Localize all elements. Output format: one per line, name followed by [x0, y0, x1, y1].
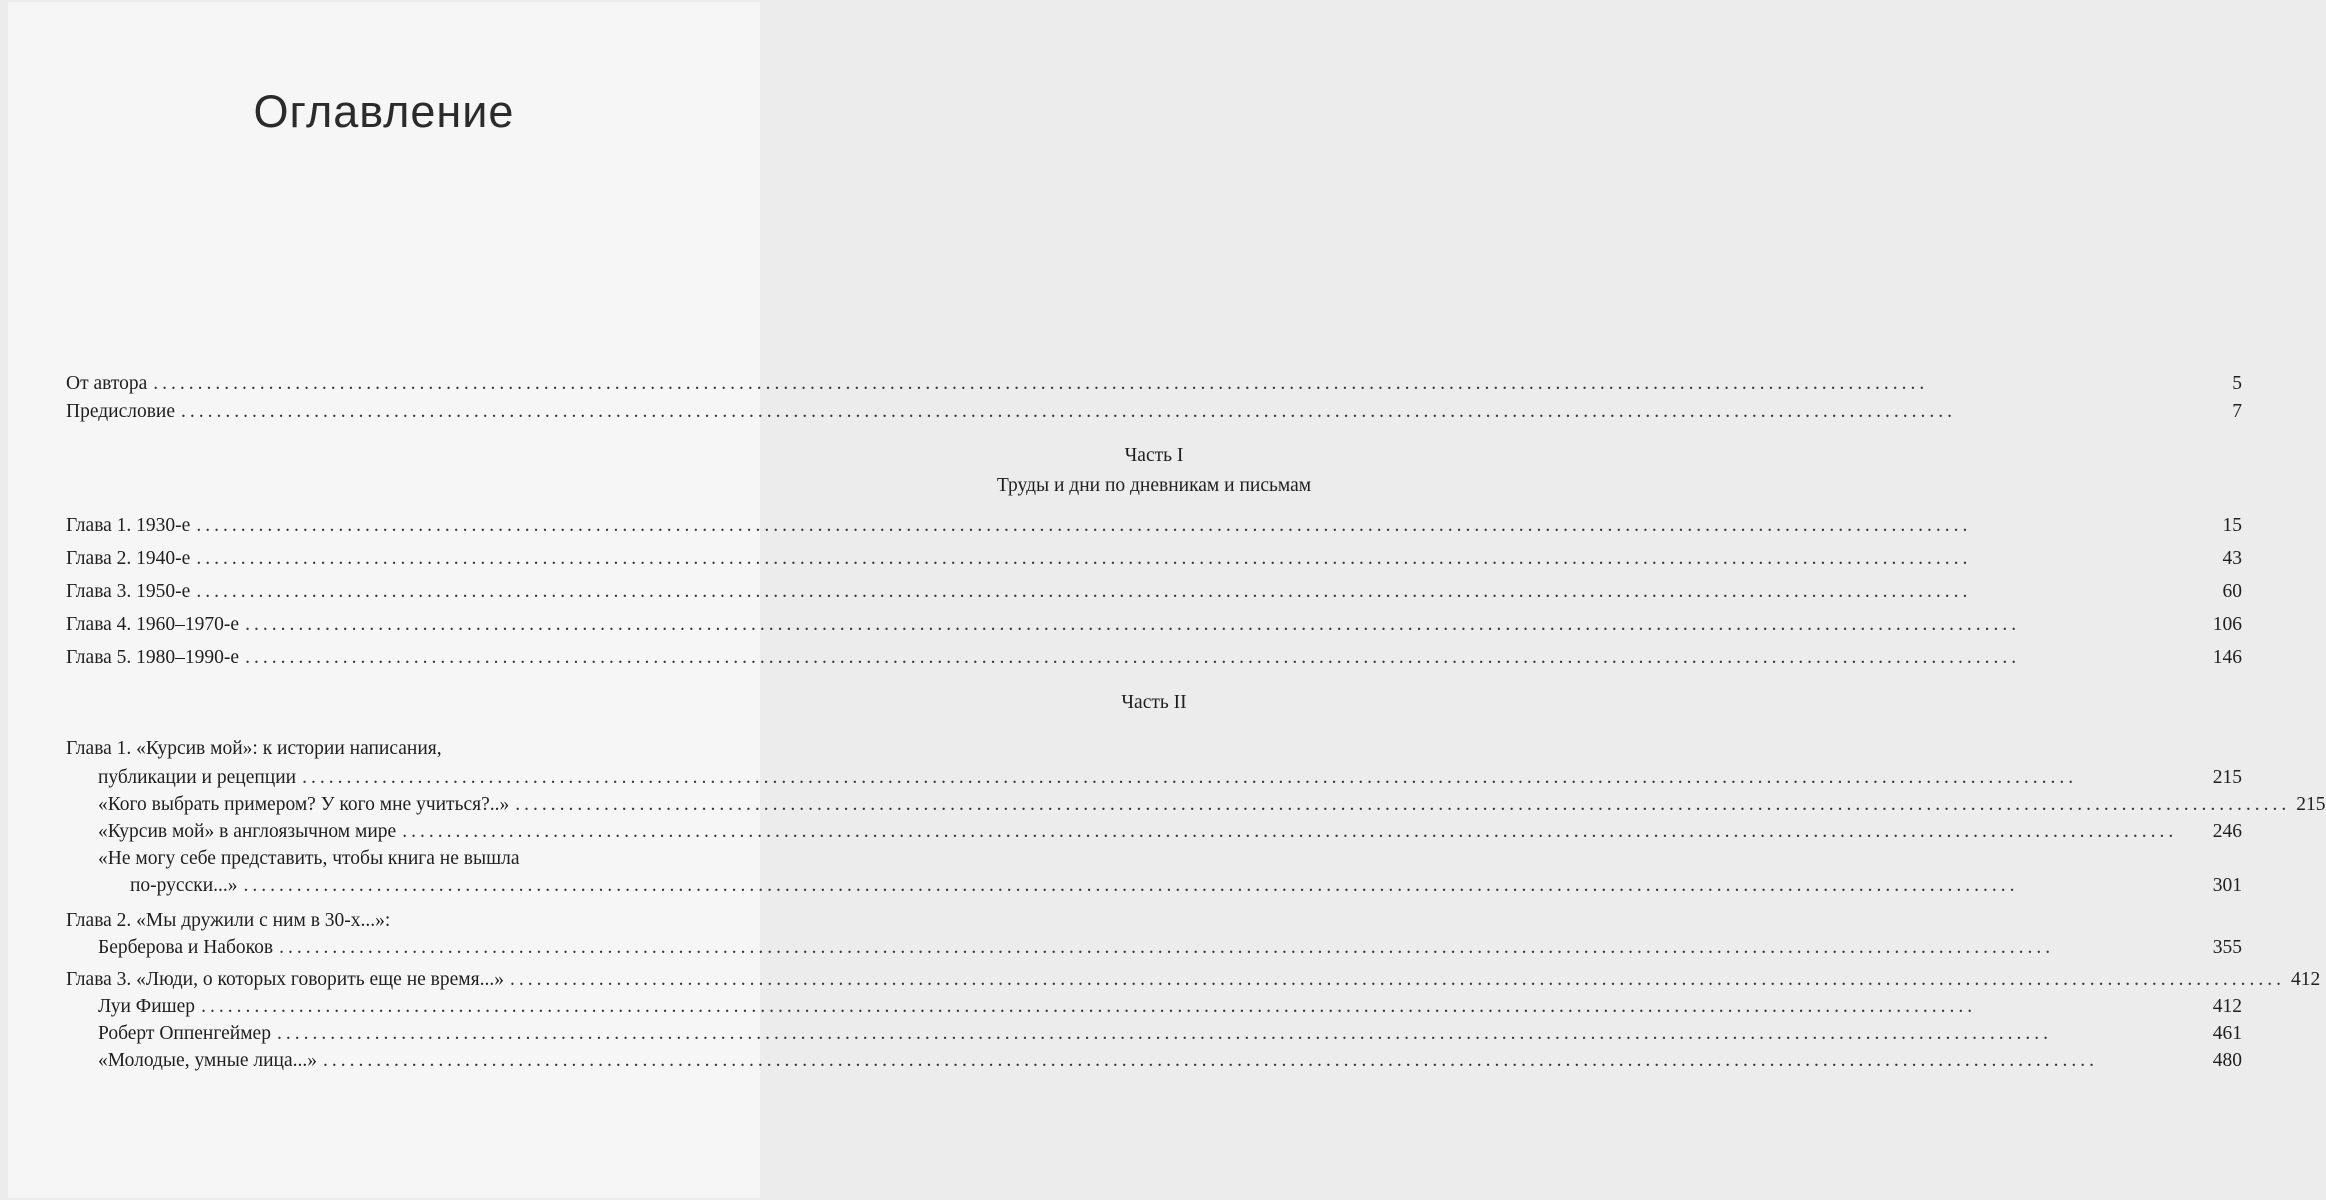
toc-entry-page: 5	[2232, 373, 2242, 394]
part-1-subtitle: Труды и дни по дневникам и письмам	[996, 475, 1312, 496]
leader-dots: ........................................................................................................................................................................................................	[196, 548, 1972, 569]
toc-entry-label: От автора	[66, 373, 148, 394]
toc-entry-part2-chapter-2[interactable]	[98, 935, 2242, 961]
toc-entry-page: 355	[2212, 937, 2242, 958]
toc-entry-part2-ch3-section-2[interactable]	[98, 1021, 2242, 1047]
toc-entry-page: 146	[2212, 647, 2242, 668]
toc-entry-part2-ch3-section-1[interactable]	[98, 994, 2242, 1020]
toc-entry-preface[interactable]	[66, 399, 2242, 425]
toc-entry-label: «Молодые, умные лица...»	[98, 1050, 317, 1071]
toc-entry-page: 412	[2290, 969, 2321, 990]
toc-entry-part2-ch1-section-3[interactable]	[130, 873, 2242, 899]
toc-entry-from-author[interactable]	[66, 371, 2242, 397]
leader-dots: ........................................................................................................................................................................................................	[402, 821, 2178, 842]
toc-entry-label: Берберова и Набоков	[98, 937, 274, 958]
leader-dots: ........................................................................................................................................................................................................	[515, 794, 2291, 815]
toc-entry-part2-chapter-2-line1[interactable]: Глава 2. «Мы дружили с ним в 30-х...»:	[66, 910, 391, 931]
leader-dots: ........................................................................................................................................................................................................	[245, 614, 2021, 635]
toc-entry-label: Предисловие	[66, 401, 176, 422]
toc-entry-page: 106	[2212, 614, 2242, 635]
toc-entry-label: Глава 1. 1930-е	[66, 515, 191, 536]
toc-entry-part2-chapter-1-line1[interactable]: Глава 1. «Курсив мой»: к истории написания,	[66, 738, 442, 759]
toc-entry-part2-ch1-section-2[interactable]	[98, 819, 2242, 845]
part-2-heading: Часть II	[1121, 692, 1187, 713]
toc-entry-label: Глава 3. 1950-е	[66, 581, 191, 602]
leader-dots: ........................................................................................................................................................................................................	[181, 401, 1957, 422]
toc-entry-label: «Курсив мой» в англоязычном мире	[98, 821, 397, 842]
toc-entry-page: 461	[2212, 1023, 2242, 1044]
part-1-heading: Часть I	[1124, 445, 1184, 466]
toc-entry-part2-chapter-3[interactable]	[66, 967, 2321, 993]
toc-entry-page: 43	[2222, 548, 2242, 569]
toc-entry-page: 60	[2222, 581, 2242, 602]
leader-dots: ........................................................................................................................................................................................................	[245, 647, 2021, 668]
toc-entry-page: 480	[2212, 1050, 2242, 1071]
toc-entry-page: 15	[2222, 515, 2242, 536]
toc-entry-part1-chapter-1[interactable]	[66, 513, 2242, 539]
leader-dots: ........................................................................................................................................................................................................	[509, 969, 2285, 990]
toc-entry-part2-chapter-1[interactable]	[98, 765, 2242, 791]
toc-entry-page: 7	[2232, 401, 2242, 422]
toc-entry-page: 301	[2212, 875, 2242, 896]
leader-dots: ........................................................................................................................................................................................................	[196, 581, 1972, 602]
leader-dots: ........................................................................................................................................................................................................	[279, 937, 2055, 958]
leader-dots: ........................................................................................................................................................................................................	[276, 1023, 2052, 1044]
toc-entry-label: публикации и рецепции	[98, 767, 297, 788]
toc-entry-part1-chapter-5[interactable]	[66, 645, 2242, 671]
leader-dots: ........................................................................................................................................................................................................	[322, 1050, 2098, 1071]
toc-entry-label: по-русски...»	[130, 875, 238, 896]
leader-dots: ........................................................................................................................................................................................................	[302, 767, 2078, 788]
leader-dots: ........................................................................................................................................................................................................	[243, 875, 2019, 896]
toc-entry-part2-ch1-section-3-line1[interactable]: «Не могу себе представить, чтобы книга не вышла	[98, 848, 520, 869]
page-title: Оглавление	[253, 86, 515, 137]
toc-entry-page: 412	[2212, 996, 2242, 1017]
leader-dots: ........................................................................................................................................................................................................	[201, 996, 1977, 1017]
toc-entry-label: Глава 2. 1940-е	[66, 548, 191, 569]
toc-entry-label: Луи Фишер	[98, 996, 196, 1017]
toc-entry-label: Глава 3. «Люди, о которых говорить еще не время...»	[66, 969, 504, 990]
leader-dots: ........................................................................................................................................................................................................	[196, 515, 1972, 536]
toc-entry-label: Роберт Оппенгеймер	[98, 1023, 271, 1044]
toc-entry-part1-chapter-2[interactable]	[66, 546, 2242, 572]
toc-entry-page: 215	[2212, 767, 2242, 788]
toc-entry-part1-chapter-4[interactable]	[66, 612, 2242, 638]
toc-entry-label: «Кого выбрать примером? У кого мне учиться?..»	[98, 794, 510, 815]
toc-entry-part2-ch1-section-1[interactable]	[98, 792, 2326, 818]
toc-entry-part1-chapter-3[interactable]	[66, 579, 2242, 605]
toc-entry-label: Глава 5. 1980–1990-е	[66, 647, 240, 668]
toc-entry-part2-ch3-section-3[interactable]	[98, 1048, 2242, 1074]
toc-entry-page: 215	[2296, 794, 2326, 815]
leader-dots: ........................................................................................................................................................................................................	[153, 373, 1929, 394]
toc-entry-page: 246	[2212, 821, 2242, 842]
toc-entry-label: Глава 4. 1960–1970-е	[66, 614, 240, 635]
